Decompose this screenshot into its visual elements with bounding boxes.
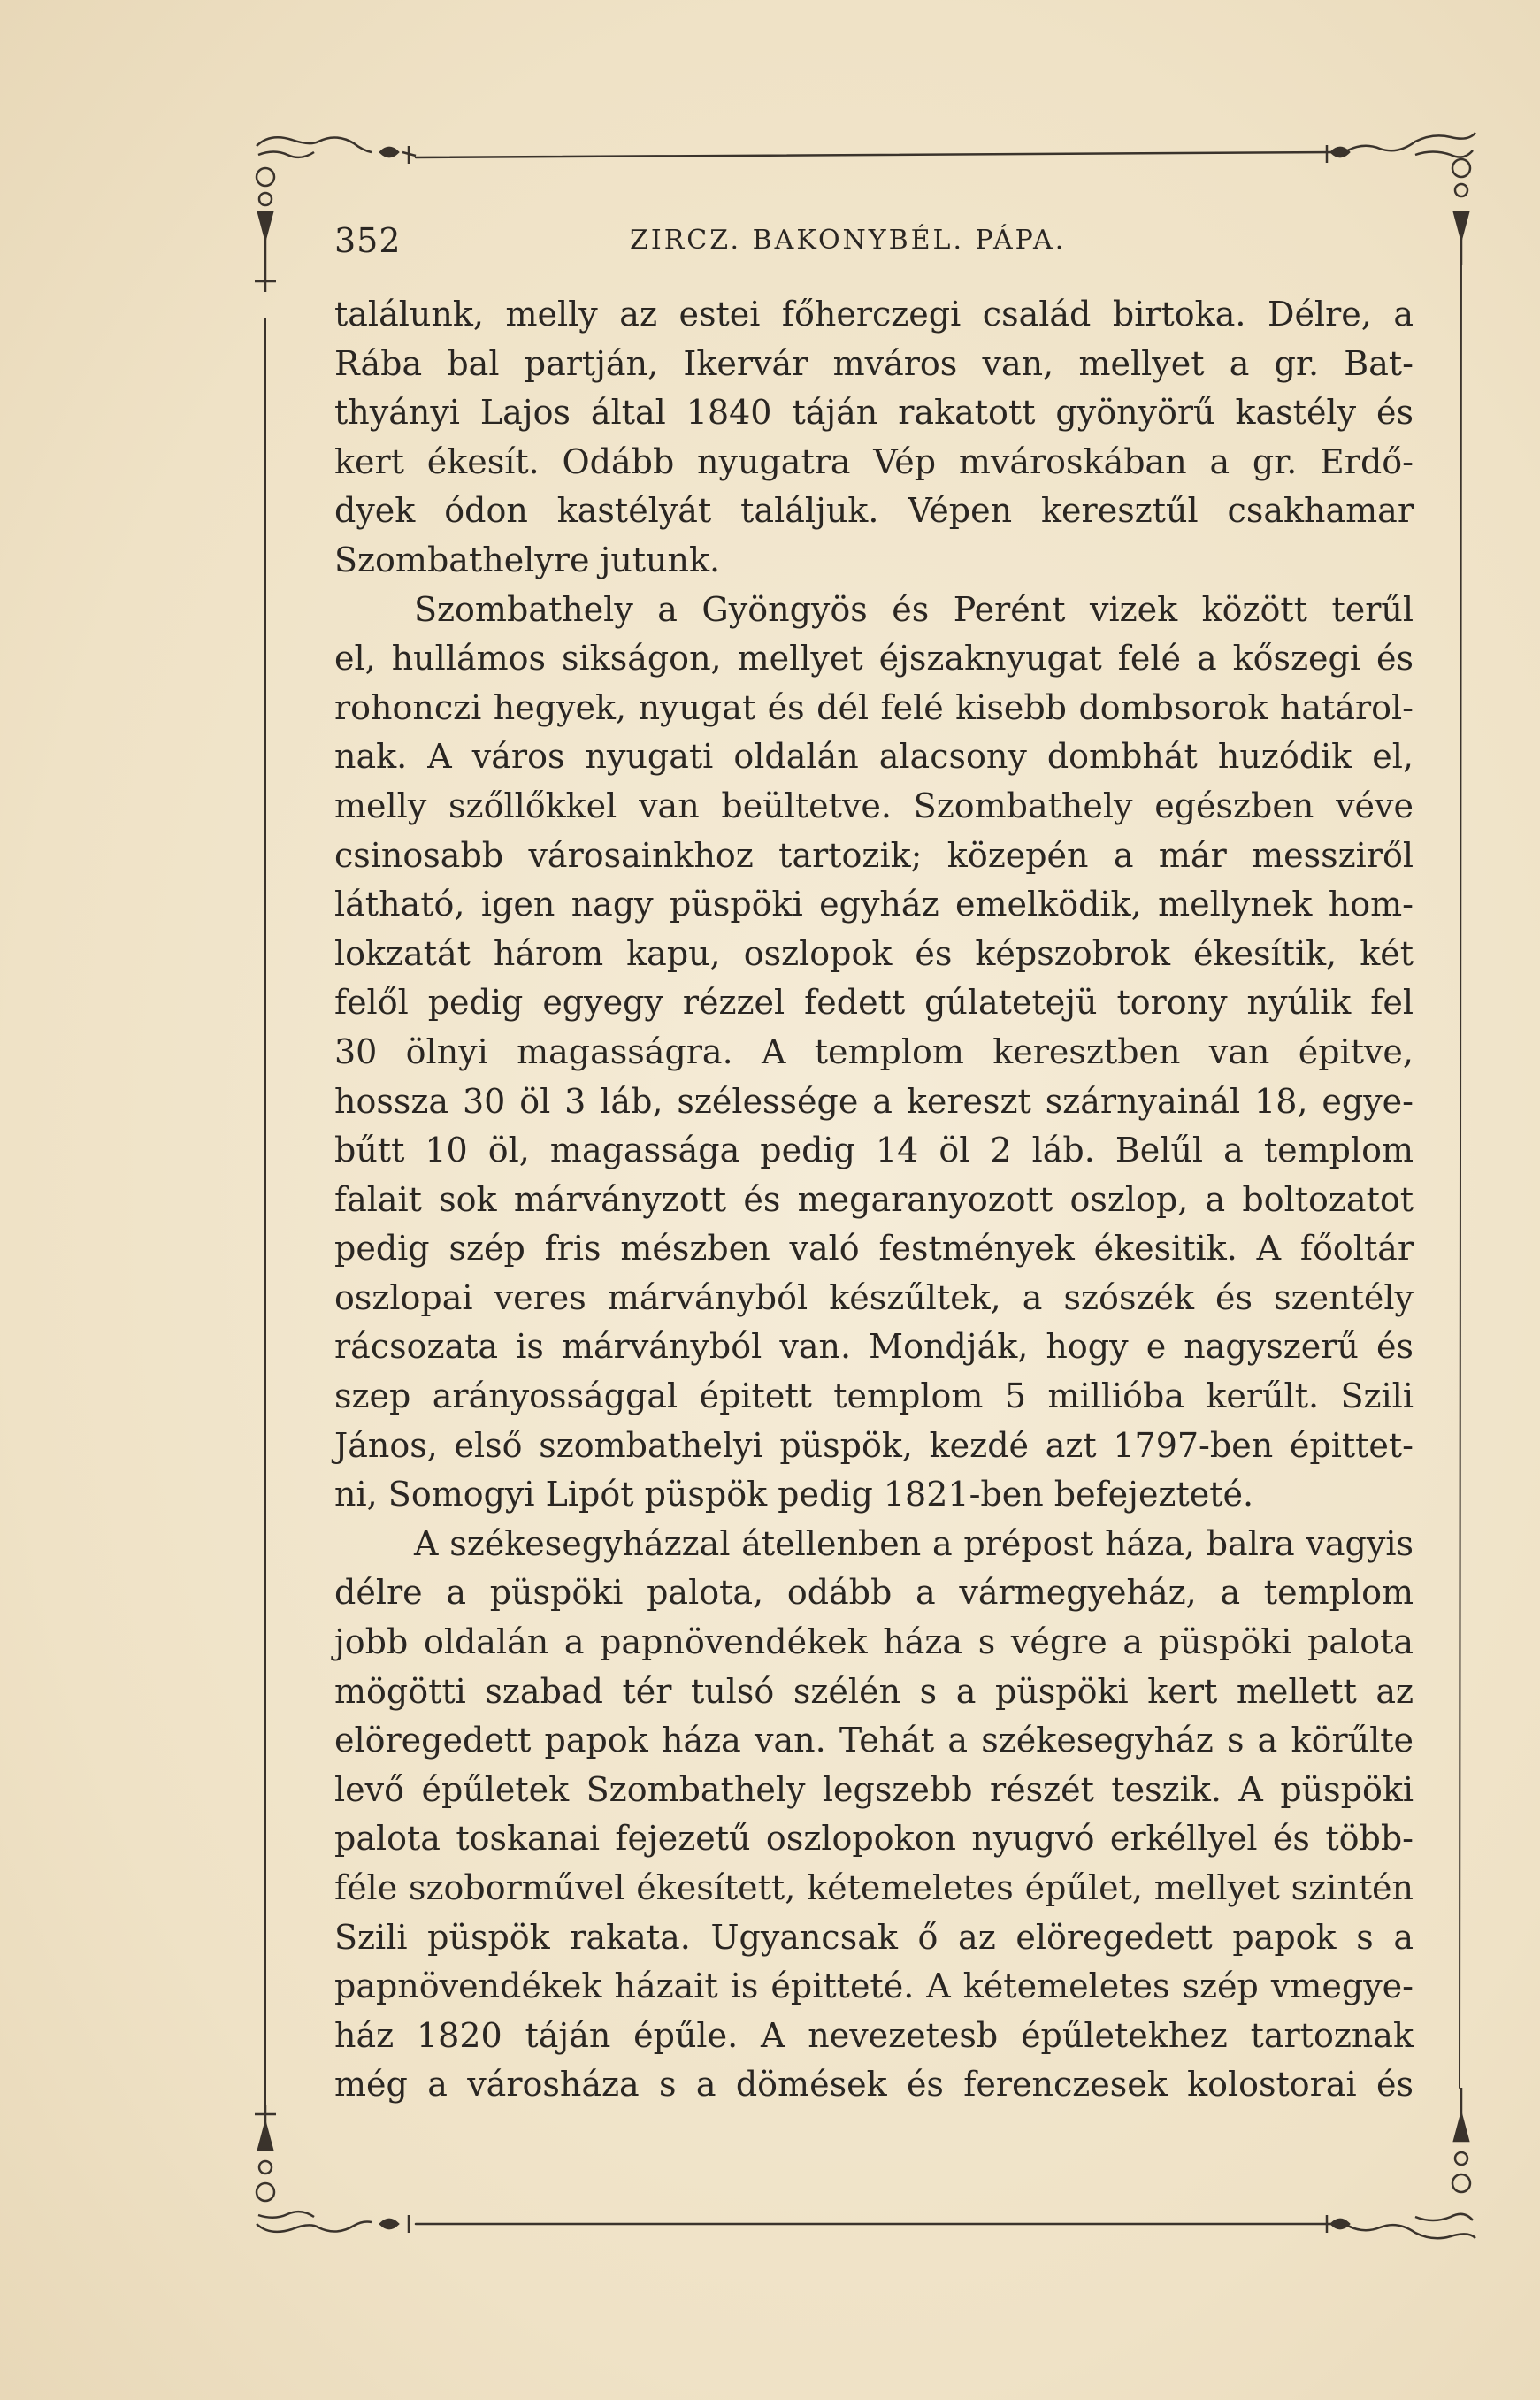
body-text: [334, 290, 1414, 2110]
text-line: levő épűletek Szombathely legszebb részét teszik. A püspöki: [334, 1769, 1414, 1809]
running-header: [334, 221, 1431, 274]
text-line: falait sok márványzott és megaranyozott oszlop, a boltozatot: [334, 1179, 1414, 1219]
text-line: dyek ódon kastélyát találjuk. Vépen keresztűl csakhamar: [334, 491, 1414, 531]
text-line: jobb oldalán a papnövendékek háza s végre a püspöki palota: [334, 1622, 1414, 1662]
text-line: pedig szép fris mészben való festmények ékesitik. A főoltár: [334, 1229, 1414, 1269]
text-line: A székesegyházzal átellenben a prépost háza, balra vagyis: [414, 1523, 1414, 1563]
text-line: 30 ölnyi magasságra. A templom keresztben van épitve,: [334, 1031, 1414, 1071]
corner-ornament-bottom-left: [255, 2105, 409, 2233]
text-line: mögötti szabad tér tulsó szélén s a püspöki kert mellett az: [334, 1671, 1414, 1711]
text-line: el, hullámos sikságon, mellyet éjszaknyugat felé a kőszegi és: [334, 639, 1414, 679]
text-line: még a városháza s a dömések és ferenczesek kolostorai és: [334, 2065, 1414, 2105]
text-line: palota toskanai fejezetű oszlopokon nyugvó erkéllyel és több-: [334, 1819, 1414, 1859]
text-line: felől pedig egyegy rézzel fedett gúlatetejü torony nyúlik fel: [334, 983, 1414, 1023]
text-line: kert ékesít. Odább nyugatra Vép mvároskában a gr. Erdő-: [334, 441, 1414, 481]
text-line: papnövendékek házait is épitteté. A kétemeletes szép vmegye-: [334, 1967, 1414, 2006]
text-line: ház 1820 táján épűle. A nevezetesb épűletekhez tartoznak: [334, 2015, 1414, 2055]
text-line: ni, Somogyi Lipót püspök pedig 1821-ben befejezteté.: [334, 1475, 1254, 1514]
text-line: Szombathelyre jutunk.: [334, 540, 721, 579]
text-line: bűtt 10 öl, magassága pedig 14 öl 2 láb. Belűl a templom: [334, 1131, 1414, 1170]
text-line: lokzatát három kapu, oszlopok és képszobrok ékesítik, két: [334, 933, 1414, 973]
text-line: rácsozata is márványból van. Mondják, hogy e nagyszerű és: [334, 1327, 1414, 1367]
page-number: 352: [334, 221, 402, 260]
text-line: hossza 30 öl 3 láb, szélessége a kereszt szárnyainál 18, egye-: [334, 1081, 1414, 1121]
text-line: szep arányossággal épitett templom 5 millióba kerűlt. Szili: [334, 1376, 1414, 1416]
running-title: ZIRCZ. BAKONYBÉL. PÁPA.: [630, 225, 1067, 256]
text-line: oszlopai veres márványból készűltek, a szószék és szentély: [334, 1277, 1414, 1317]
text-line: nak. A város nyugati oldalán alacsony dombhát huzódik el,: [334, 737, 1414, 777]
top-rule: [416, 152, 1336, 157]
text-line: csinosabb városainkhoz tartozik; közepén a már messziről: [334, 835, 1414, 875]
text-line: rohonczi hegyek, nyugat és dél felé kisebb dombsorok határol-: [334, 687, 1414, 727]
text-line: délre a püspöki palota, odább a vármegyeház, a templom: [334, 1573, 1414, 1613]
text-line: Rába bal partján, Ikervár mváros van, mellyet a gr. Bat-: [334, 343, 1414, 383]
text-line: melly szőllőkkel van beültetve. Szombathely egészben véve: [334, 786, 1414, 825]
right-rule: [1460, 230, 1461, 2088]
text-line: féle szoborművel ékesített, kétemeletes épűlet, mellyet szintén: [334, 1868, 1414, 1907]
text-line: elöregedett papok háza van. Tehát a székesegyház s a körűlte: [334, 1721, 1414, 1760]
text-line: találunk, melly az estei főherczegi család birtoka. Délre, a: [334, 295, 1414, 334]
corner-ornament-bottom-right: [1327, 2088, 1475, 2238]
text-line: látható, igen nagy püspöki egyház emelködik, mellynek hom-: [334, 885, 1414, 924]
text-line: János, első szombathelyi püspök, kezdé azt 1797-ben épittet-: [334, 1425, 1414, 1465]
text-line: Szili püspök rakata. Ugyancsak ő az elöregedett papok s a: [334, 1917, 1414, 1957]
text-line: Szombathely a Gyöngyös és Perént vizek között terűl: [414, 589, 1414, 629]
text-line: thyányi Lajos által 1840 táján rakatott gyönyörű kastély és: [334, 393, 1414, 433]
